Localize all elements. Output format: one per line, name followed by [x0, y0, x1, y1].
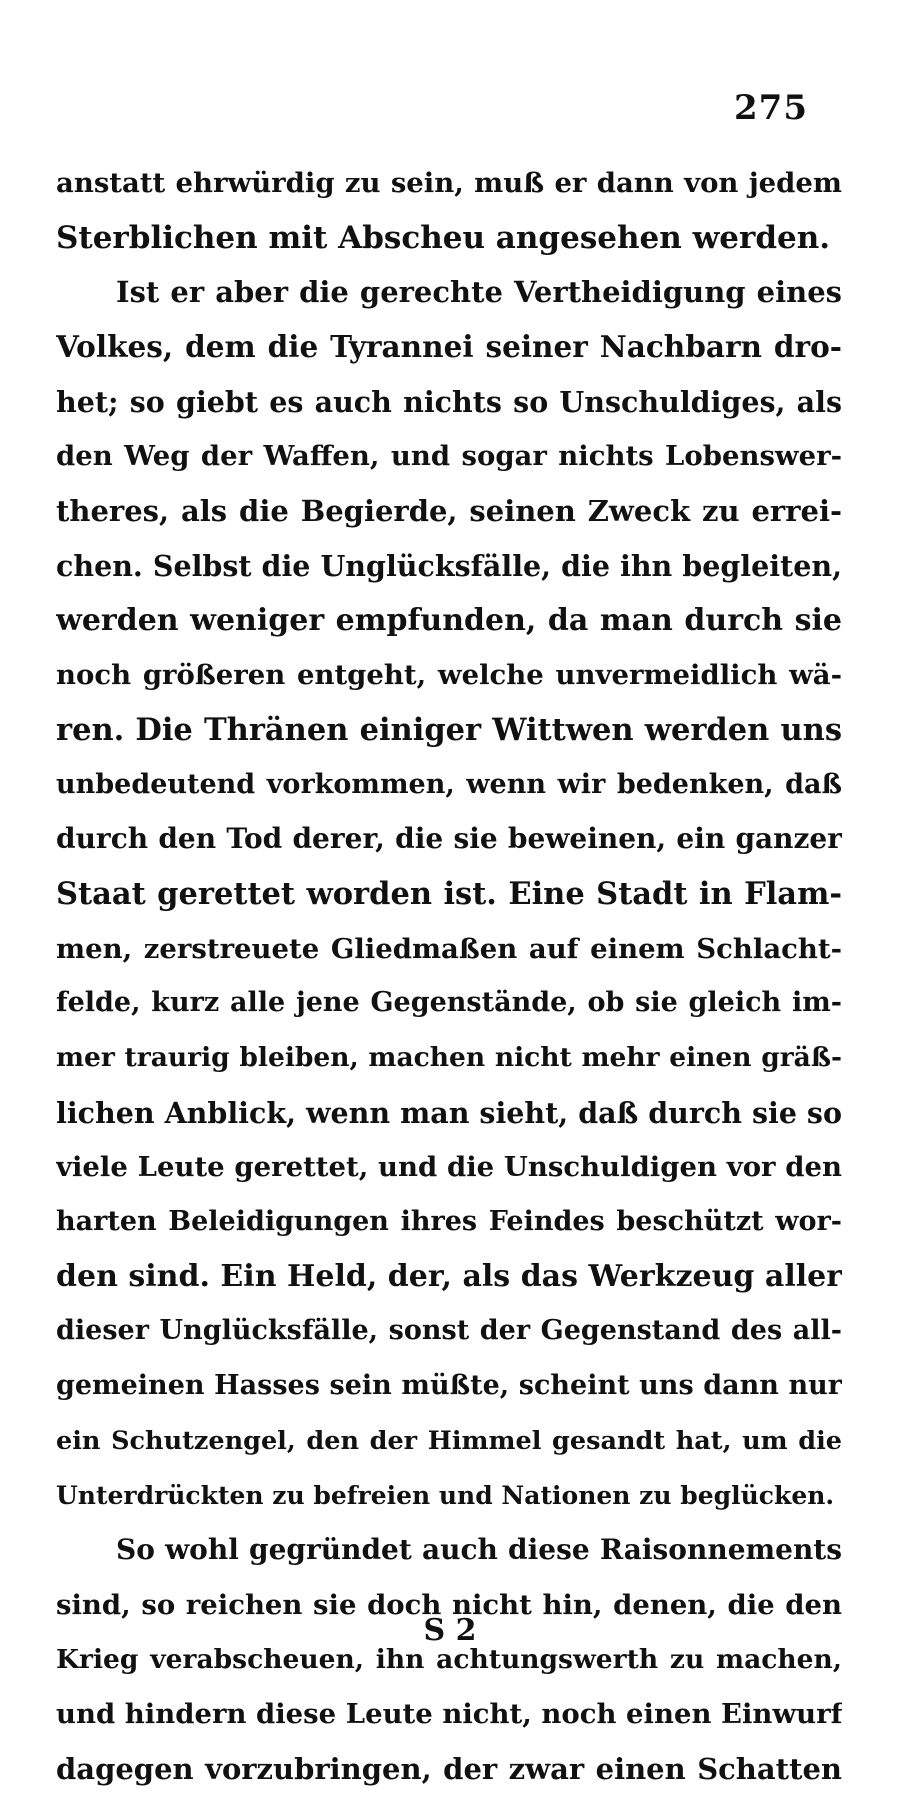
text-line: dagegen vorzubringen, der zwar einen Schatten	[56, 1751, 842, 1786]
text-line: und hindern diese Leute nicht, noch einen Einwurf	[56, 1698, 842, 1731]
text-line: durch den Tod derer, die sie beweinen, ein ganzer	[56, 822, 842, 856]
text-line: Ist er aber die gerechte Vertheidigung eines	[116, 275, 842, 310]
text-line: den Weg der Waffen, und sogar nichts Lobenswer-	[56, 440, 842, 473]
text-line: sind, so reichen sie doch nicht hin, denen, die den	[56, 1588, 842, 1621]
text-line: mer traurig bleiben, machen nicht mehr einen gräß-	[56, 1042, 842, 1073]
text-line: viele Leute gerettet, und die Unschuldigen vor den	[56, 1151, 842, 1184]
text-line: anstatt ehrwürdig zu sein, muß er dann von jedem	[56, 167, 842, 199]
text-line: gemeinen Hasses sein müßte, scheint uns dann nur	[56, 1370, 842, 1402]
text-line: ein Schutzengel, den der Himmel gesandt hat, um die	[56, 1425, 842, 1456]
text-line: So wohl gegründet auch diese Raisonnements	[116, 1533, 842, 1567]
text-line: felde, kurz alle jene Gegenstände, ob sie gleich im-	[56, 987, 842, 1019]
text-line: lichen Anblick, wenn man sieht, daß durch sie so	[56, 1095, 842, 1130]
text-line: het; so giebt es auch nichts so Unschuldiges, als	[56, 384, 842, 419]
text-line: dieser Unglücksfälle, sonst der Gegenstand des all-	[56, 1315, 842, 1347]
page-number: 275	[734, 88, 808, 128]
text-line: unbedeutend vorkommen, wenn wir bedenken, daß	[56, 768, 842, 800]
text-line: werden weniger empfunden, da man durch sie	[56, 602, 842, 638]
text-line: noch größeren entgeht, welche unvermeidlich wä-	[56, 659, 842, 692]
text-line: Sterblichen mit Abscheu angesehen werden.	[56, 219, 831, 256]
body-text	[56, 156, 842, 1797]
text-line: chen. Selbst die Unglücksfälle, die ihn begleiten,	[56, 548, 842, 583]
text-line: ren. Die Thränen einiger Wittwen werden uns	[56, 711, 842, 748]
text-line: Unterdrückten zu befreien und Nationen zu beglücken.	[56, 1480, 835, 1510]
text-line: Volkes, dem die Tyrannei seiner Nachbarn dro-	[56, 329, 842, 365]
text-line: men, zerstreuete Gliedmaßen auf einem Schlacht-	[56, 932, 842, 965]
signature-mark: S 2	[423, 1613, 477, 1648]
text-line: theres, als die Begierde, seinen Zweck zu errei-	[56, 494, 842, 529]
text-line: Krieg verabscheuen, ihn achtungswerth zu machen,	[56, 1643, 842, 1675]
text-line: Staat gerettet worden ist. Eine Stadt in Flam-	[56, 875, 842, 912]
text-line: harten Beleidigungen ihres Feindes beschützt wor-	[56, 1206, 842, 1238]
text-line: den sind. Ein Held, der, als das Werkzeug aller	[56, 1258, 842, 1294]
